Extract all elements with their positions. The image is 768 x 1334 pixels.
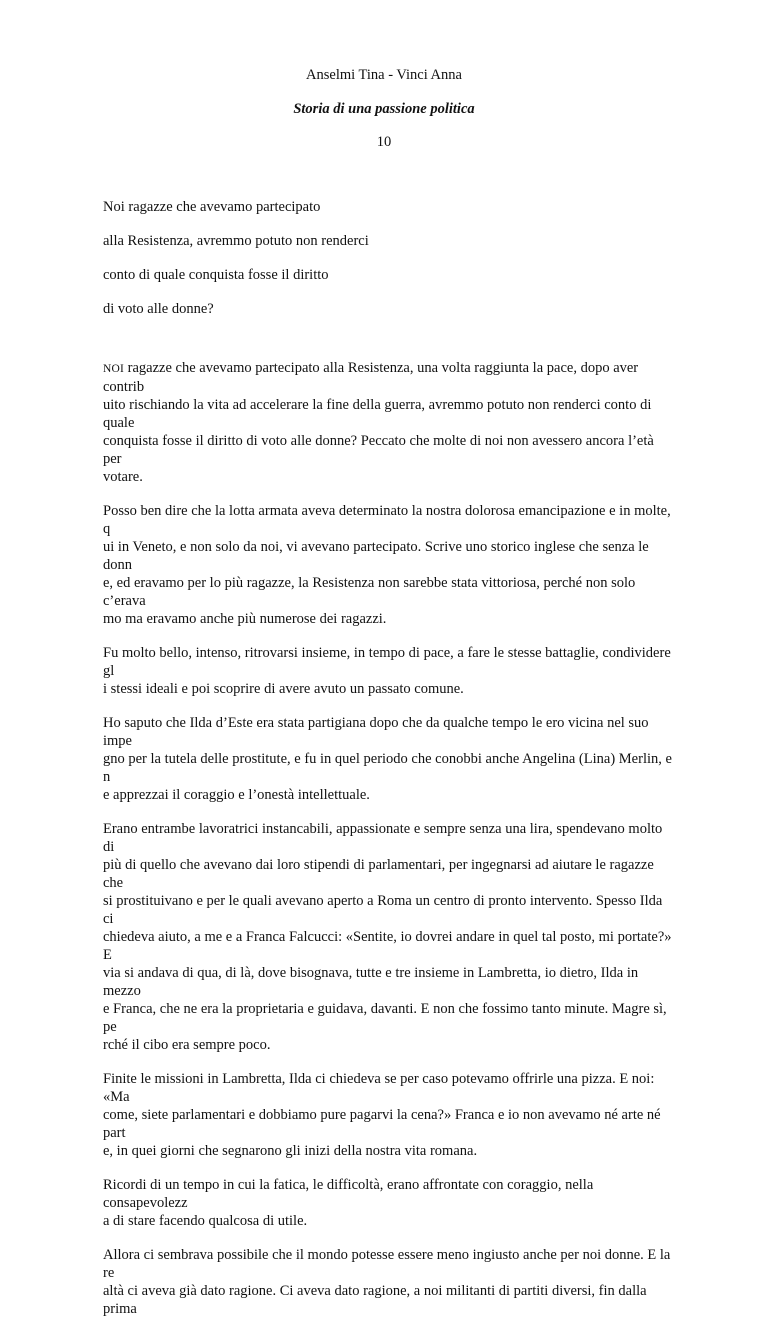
body-paragraph: Erano entrambe lavoratrici instancabili, appassionate e sempre senza una lira, spendevano molto di più di quello che avevano dai loro stipendi di parlamentari, per ingegnarsi ad aiutare le ragazze che si prostituivano e per le quali avevano aperto a Roma un centro di pronto intervento. Spesso Ilda ci chiedeva aiuto, a me e a Franca Falcucci: «Sentite, io dovrei andare in quel tal posto, mi portate?» E via si andava di qua, di là, dove bisognava, tutte e tre insieme in Lambretta, io dietro, Ilda in mezzo e Franca, che ne era la proprietaria e guidava, davanti. E non che fossimo tanto minute. Magre sì, pe rché il cibo era sempre poco. [103, 821, 672, 1053]
excerpt-line: di voto alle donne? [103, 301, 214, 317]
excerpt-line: alla Resistenza, avremmo potuto non renderci [103, 233, 369, 249]
body-paragraph-first [103, 359, 675, 486]
body-paragraph: Posso ben dire che la lotta armata aveva determinato la nostra dolorosa emancipazione e in molte, q ui in Veneto, e non solo da noi, vi avevano partecipato. Scrive uno storico inglese che senza le donn e, ed eravamo per lo più ragazze, la Resistenza non sarebbe stata vittoriosa, perché non solo c’erava mo ma eravamo anche più numerose dei ragazzi. [103, 503, 671, 627]
smallcaps-opening: NOI [103, 363, 125, 375]
body-paragraph: Ho saputo che Ilda d’Este era stata partigiana dopo che da qualche tempo le ero vicina nel suo impe gno per la tutela delle prostitute, e fu in quel periodo che conobbi anche Angelina (Lina) Merlin, e n e apprezzai il coraggio e l’onestà intellettuale. [103, 715, 672, 803]
first-paragraph-text: ragazze che avevamo partecipato alla Resistenza, una volta raggiunta la pace, dopo aver contrib uito rischiando la vita ad accelerare la fine della guerra, avremmo potuto non renderci conto di quale conquista fosse il diritto di voto alle donne? Peccato che molte di noi non avessero ancora l’età per votare. [103, 360, 654, 485]
authors-line: Anselmi Tina - Vinci Anna [306, 67, 462, 83]
body-paragraph: Fu molto bello, intenso, ritrovarsi insieme, in tempo di pace, a fare le stesse battaglie, condividere gl i stessi ideali e poi scoprire di avere avuto un passato comune. [103, 645, 671, 697]
book-title: Storia di una passione politica [293, 101, 475, 117]
body-paragraph: Ricordi di un tempo in cui la fatica, le difficoltà, erano affrontate con coraggio, nella consapevolezz a di stare facendo qualcosa di utile. [103, 1177, 594, 1229]
excerpt-line: Noi ragazze che avevamo partecipato [103, 199, 321, 215]
body-paragraph: Finite le missioni in Lambretta, Ilda ci chiedeva se per caso potevamo offrirle una pizza. E noi: «Ma come, siete parlamentari e dobbiamo pure pagarvi la cena?» Franca e io non avevamo né arte né part e, in quei giorni che segnarono gli inizi della nostra vita romana. [103, 1071, 661, 1159]
body-paragraph: Allora ci sembrava possibile che il mondo potesse essere meno ingiusto anche per noi donne. E la re altà ci aveva già dato ragione. Ci aveva dato ragione, a noi militanti di partiti diversi, fin dalla prima [103, 1247, 671, 1317]
chapter-number: 10 [376, 134, 392, 150]
body-text [103, 359, 675, 1334]
excerpt-line: conto di quale conquista fosse il diritto [103, 267, 329, 283]
